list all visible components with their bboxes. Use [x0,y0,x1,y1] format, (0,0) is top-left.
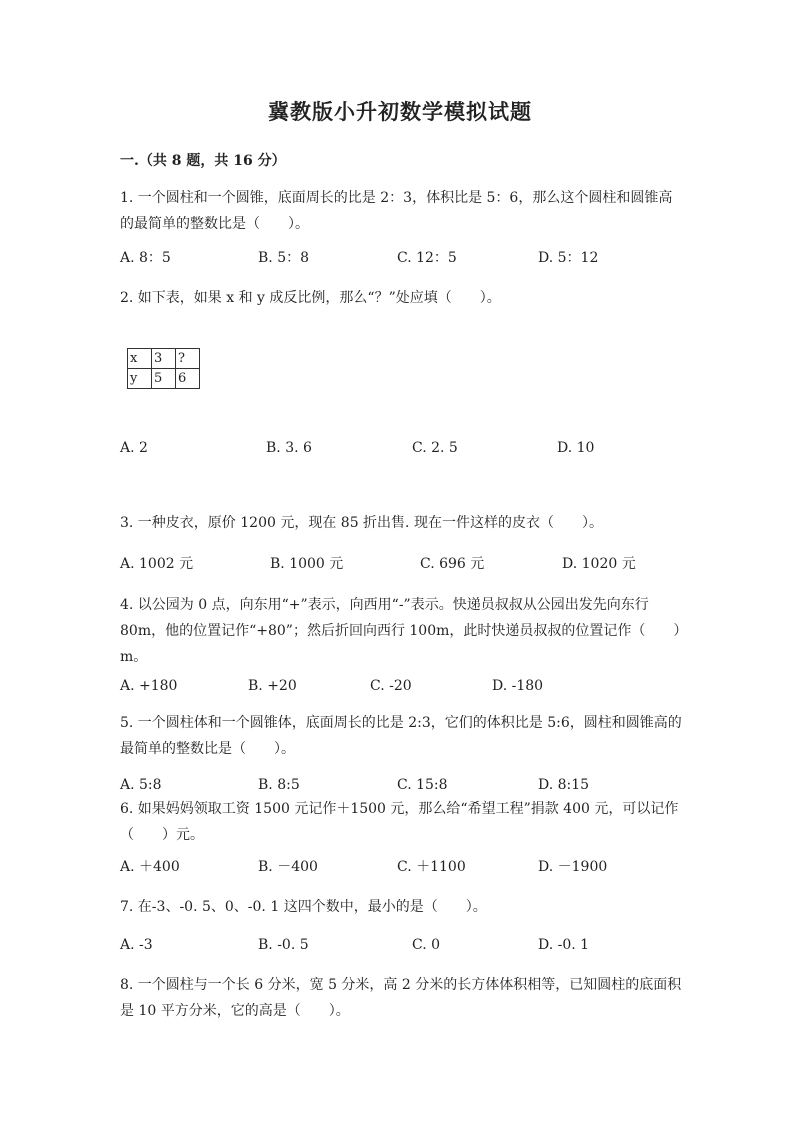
question-7-text: 7. 在-3、-0. 5、0、-0. 1 这四个数中，最小的是（ ）。 [120,899,487,915]
question-5-option-b: B. 8:5 [258,777,300,793]
question-1-text: 1. 一个圆柱和一个圆锥，底面周长的比是 2：3，体积比是 5：6，那么这个圆柱和圆锥高的最简单的整数比是（ ）。 [120,190,673,232]
question-7-option-c: C. 0 [412,937,441,953]
question-3-text: 3. 一种皮衣，原价 1200 元，现在 85 折出售. 现在一件这样的皮衣（ ）。 [120,515,603,531]
question-1-option-c: C. 12：5 [397,250,457,266]
question-5-text: 5. 一个圆柱体和一个圆锥体，底面周长的比是 2:3，它们的体积比是 5:6，圆柱和圆锥高的最简单的整数比是（ ）。 [120,715,682,757]
xy-table [127,348,200,389]
question-7-option-b: B. -0. 5 [258,937,309,953]
table-cell: 5 [152,369,176,389]
question-3-option-d: D. 1020 元 [562,556,636,572]
table-cell: ? [176,349,200,369]
table-row [128,349,200,369]
question-4-option-a: A. +180 [120,678,178,694]
question-1-option-d: D. 5：12 [538,250,599,266]
question-2-option-d: D. 10 [557,440,595,456]
question-6-option-d: D. －1900 [538,859,608,875]
question-5-option-d: D. 8:15 [538,777,590,793]
question-2-option-a: A. 2 [120,440,148,456]
question-6-option-b: B. －400 [258,859,318,875]
question-4-text: 4. 以公园为 0 点，向东用“+”表示，向西用“-”表示。快递员叔叔从公园出发先向东行 80m，他的位置记作“+80”；然后折回向西行 100m，此时快递员叔叔的位置记作（ ）m。 [120,597,681,665]
table-cell: y [128,369,152,389]
table-cell: 6 [176,369,200,389]
question-7-option-d: D. -0. 1 [538,937,590,953]
question-7-option-a: A. -3 [120,937,153,953]
question-5-option-a: A. 5:8 [120,777,162,793]
question-3-option-c: C. 696 元 [420,556,485,572]
question-4-option-d: D. -180 [492,678,544,694]
section-heading: 一.（共 8 题，共 16 分） [120,153,286,169]
question-2-text: 2. 如下表，如果 x 和 y 成反比例，那么“？”处应填（ ）。 [120,290,501,306]
question-3-option-a: A. 1002 元 [120,556,194,572]
table-cell: x [128,349,152,369]
question-6-option-c: C. ＋1100 [397,859,466,875]
table-row [128,369,200,389]
question-6-option-a: A. ＋400 [120,859,180,875]
page-title: 冀教版小升初数学模拟试题 [268,99,532,124]
question-4-option-c: C. -20 [370,678,412,694]
question-2-option-c: C. 2. 5 [412,440,458,456]
question-3-option-b: B. 1000 元 [270,556,344,572]
question-4-option-b: B. +20 [248,678,297,694]
question-6-text: 6. 如果妈妈领取工资 1500 元记作＋1500 元，那么给“希望工程”捐款 400 元，可以记作（ ）元。 [120,801,679,843]
question-1-option-b: B. 5：8 [258,250,310,266]
question-2-option-b: B. 3. 6 [266,440,312,456]
question-1-option-a: A. 8：5 [120,250,171,266]
question-5-option-c: C. 15:8 [397,777,448,793]
question-8-text: 8. 一个圆柱与一个长 6 分米，宽 5 分米，高 2 分米的长方体体积相等，已知圆柱的底面积是 10 平方分米，它的高是（ ）。 [120,977,682,1019]
table-cell: 3 [152,349,176,369]
